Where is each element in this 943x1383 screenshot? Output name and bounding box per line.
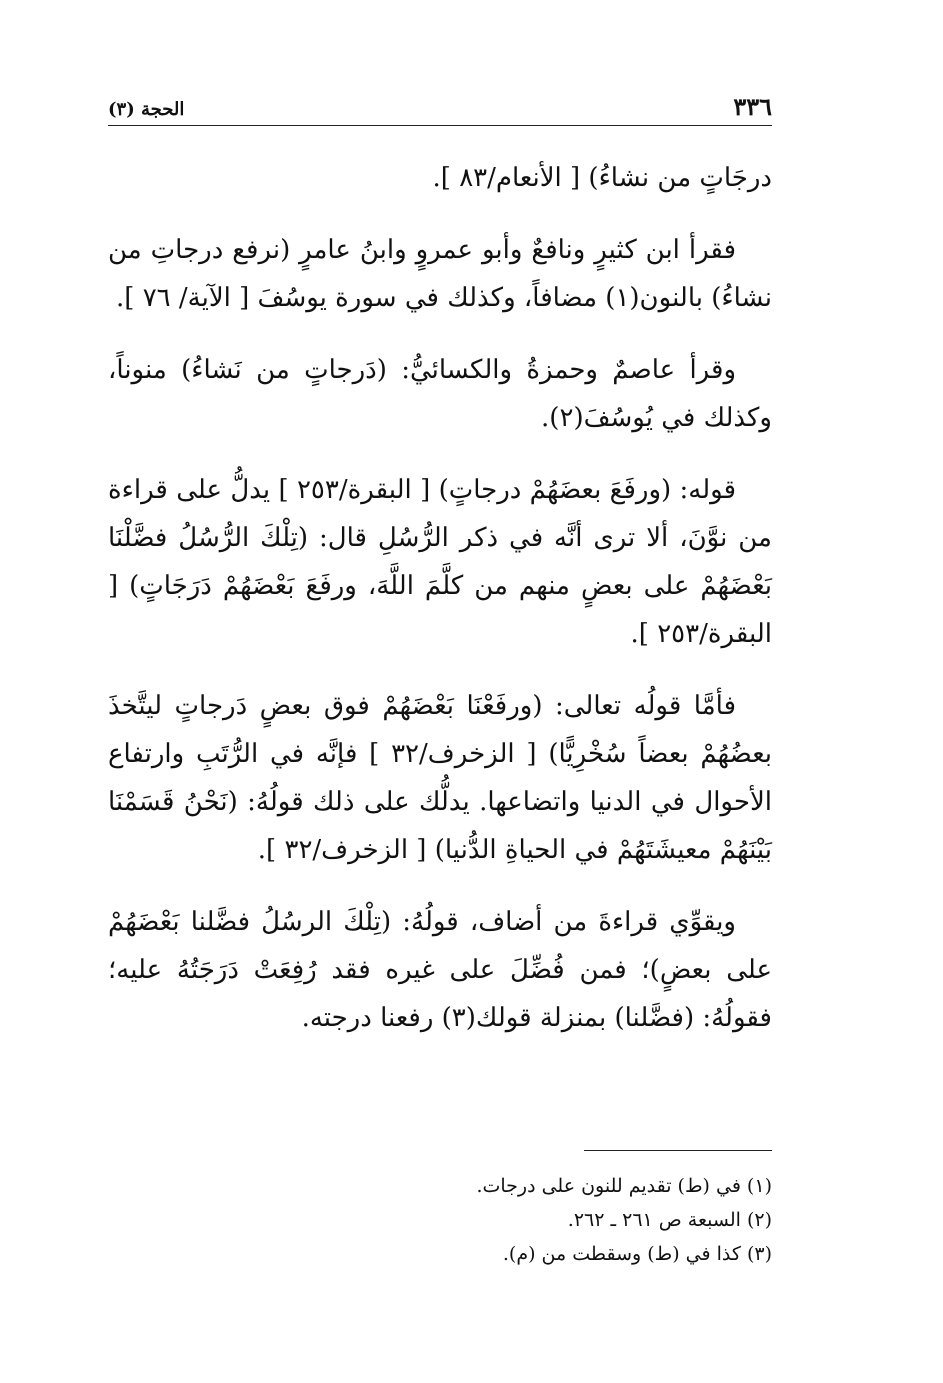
footnote-divider: [584, 1150, 772, 1151]
footnote: (١) في (ط) تقديم للنون على درجات.: [476, 1175, 772, 1197]
paragraph: فقرأ ابن كثيرٍ ونافعٌ وأبو عمروٍ وابنُ عامرٍ (نرفع درجاتِ من نشاءُ) بالنون(١) مضافاً، وكذلك في سورة يوسُفَ [ الآية/ ٧٦ ].: [108, 235, 772, 313]
paragraph: فأمَّا قولُه تعالى: (ورفَعْنَا بَعْضَهُمْ فوق بعضٍ دَرجاتٍ ليتَّخذَ بعضُهُمْ بعضاً سُخْرِيًّا) [ الزخرف/٣٢ ] فإنَّه في الرُّتَبِ وارتفاع الأحوال في الدنيا واتضاعها. يدلُّك على ذلك قولُهُ: (نَحْنُ قَسَمْنَا بَيْنَهُمْ معيشَتَهُمْ في الحياةِ الدُّنيا) [ الزخرف/٣٢ ].: [108, 691, 772, 865]
book-page: [108, 88, 772, 1288]
main-text: [108, 154, 772, 1042]
footnote: (٢) السبعة ص ٢٦١ ـ ٢٦٢.: [567, 1209, 772, 1231]
page-number: ٣٣٦: [733, 92, 772, 121]
paragraph: درجَاتٍ من نشاءُ) [ الأنعام/٨٣ ].: [432, 163, 772, 193]
paragraph: ويقوِّي قراءةَ من أضاف، قولُهُ: (تِلْكَ الرسُلُ فضَّلنا بَعْضَهُمْ على بعضٍ)؛ فمن فُضِّلَ على غيره فقد رُفِعَتْ دَرَجَتُهُ عليه؛ فقولُهُ: (فضَّلنا) بمنزلة قولك(٣) رفعنا درجته.: [108, 907, 772, 1033]
paragraph: وقرأ عاصمٌ وحمزةُ والكسائيُّ: (دَرجاتٍ من نَشاءُ) منوناً، وكذلك في يُوسُفَ(٢).: [108, 355, 772, 433]
page-header: [108, 88, 772, 126]
footnotes: [108, 1150, 772, 1271]
footnote: (٣) كذا في (ط) وسقطت من (م).: [502, 1243, 772, 1265]
paragraph: قوله: (ورفَعَ بعضَهُمْ درجاتٍ) [ البقرة/٢٥٣ ] يدلُّ على قراءة من نوَّنَ، ألا ترى أنَّه في ذكر الرُّسُلِ قال: (تِلْكَ الرُّسُلُ فضَّلْنَا بَعْضَهُمْ على بعضٍ منهم من كلَّمَ اللَّهَ، ورفَعَ بَعْضَهُمْ دَرَجَاتٍ) [ البقرة/٢٥٣ ].: [108, 475, 772, 649]
running-title: الحجة (٣): [108, 99, 185, 120]
